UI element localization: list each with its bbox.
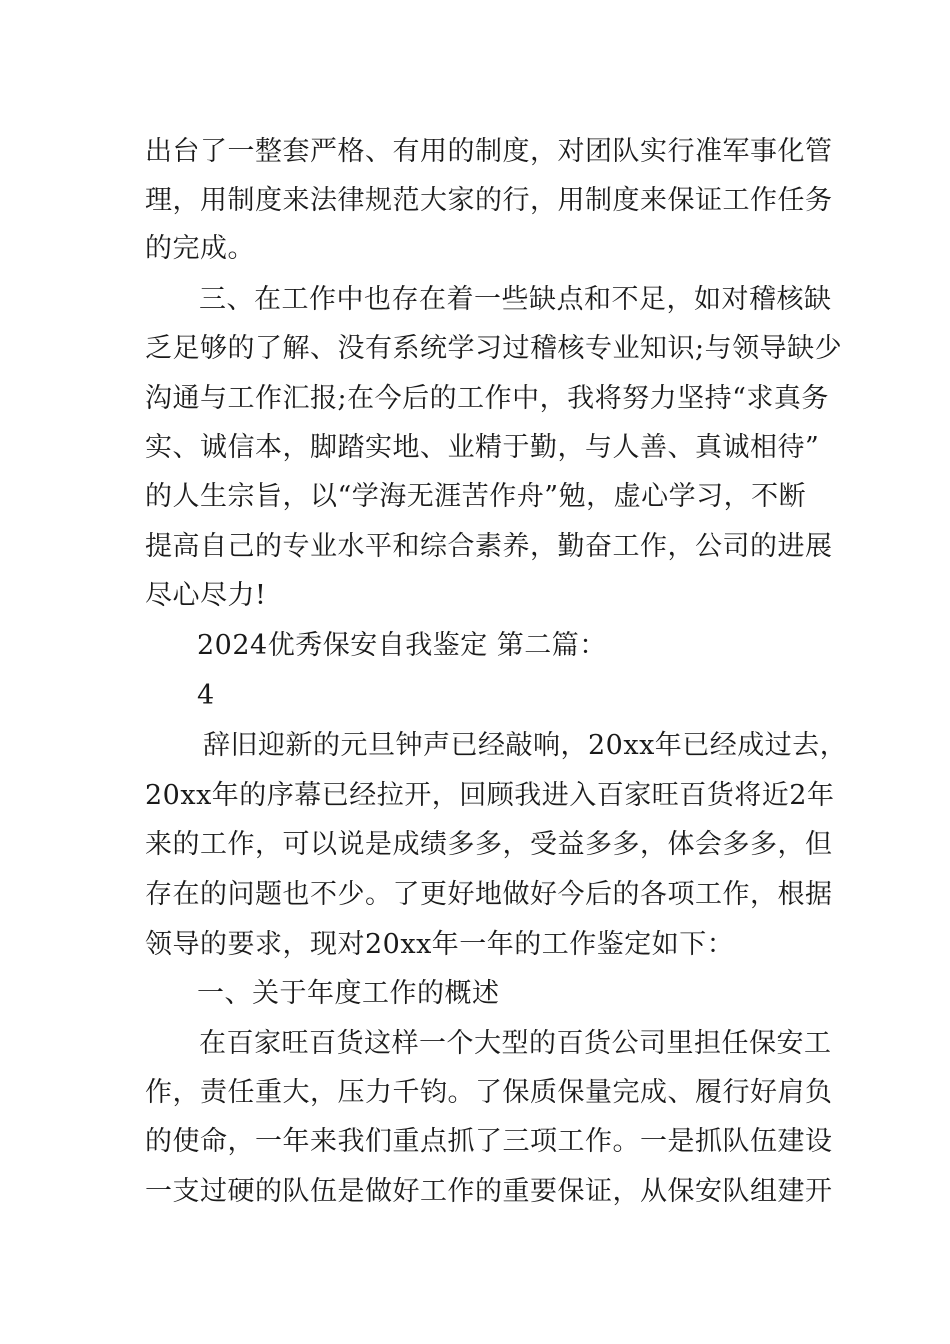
text-line: 尽心尽力! <box>145 580 267 611</box>
text-line: 三、在工作中也存在着一些缺点和不足，如对稽核缺 <box>199 284 832 315</box>
text-line: 20xx年的序幕已经拉开，回顾我进入百家旺百货将近2年 <box>145 780 835 811</box>
text-line: 沟通与工作汇报;在今后的工作中，我将努力坚持“求真务 <box>145 383 829 414</box>
text-line: 作，责任重大，压力千钧。了保质保量完成、履行好肩负 <box>145 1077 833 1108</box>
text-line: 提高自己的专业水平和综合素养，勤奋工作，公司的进展 <box>145 531 833 562</box>
text-line: 在百家旺百货这样一个大型的百货公司里担任保安工 <box>199 1028 832 1059</box>
text-line: 实、诚信本，脚踏实地、业精于勤，与人善、真诚相待” <box>145 432 820 463</box>
subsection-heading: 一、关于年度工作的概述 <box>197 978 500 1009</box>
section-heading: 2024优秀保安自我鉴定 第二篇： <box>197 630 607 661</box>
text-line: 辞旧迎新的元旦钟声已经敲响，20xx年已经成过去， <box>203 730 848 761</box>
text-line: 来的工作，可以说是成绩多多，受益多多，体会多多，但 <box>145 829 833 860</box>
text-line: 的完成。 <box>145 233 255 264</box>
text-line: 领导的要求，现对20xx年一年的工作鉴定如下： <box>145 929 735 960</box>
text-line: 出台了一整套严格、有用的制度，对团队实行准军事化管 <box>145 136 833 167</box>
text-line: 的使命，一年来我们重点抓了三项工作。一是抓队伍建设 <box>145 1126 833 1157</box>
page-number: 4 <box>197 680 215 711</box>
text-line: 乏足够的了解、没有系统学习过稽核专业知识;与领导缺少 <box>145 333 843 364</box>
text-line: 一支过硬的队伍是做好工作的重要保证，从保安队组建开 <box>145 1176 833 1207</box>
text-line: 的人生宗旨，以“学海无涯苦作舟”勉，虚心学习，不断 <box>145 481 807 512</box>
text-line: 理，用制度来法律规范大家的行，用制度来保证工作任务 <box>145 185 833 216</box>
text-line: 存在的问题也不少。了更好地做好今后的各项工作，根据 <box>145 879 833 910</box>
